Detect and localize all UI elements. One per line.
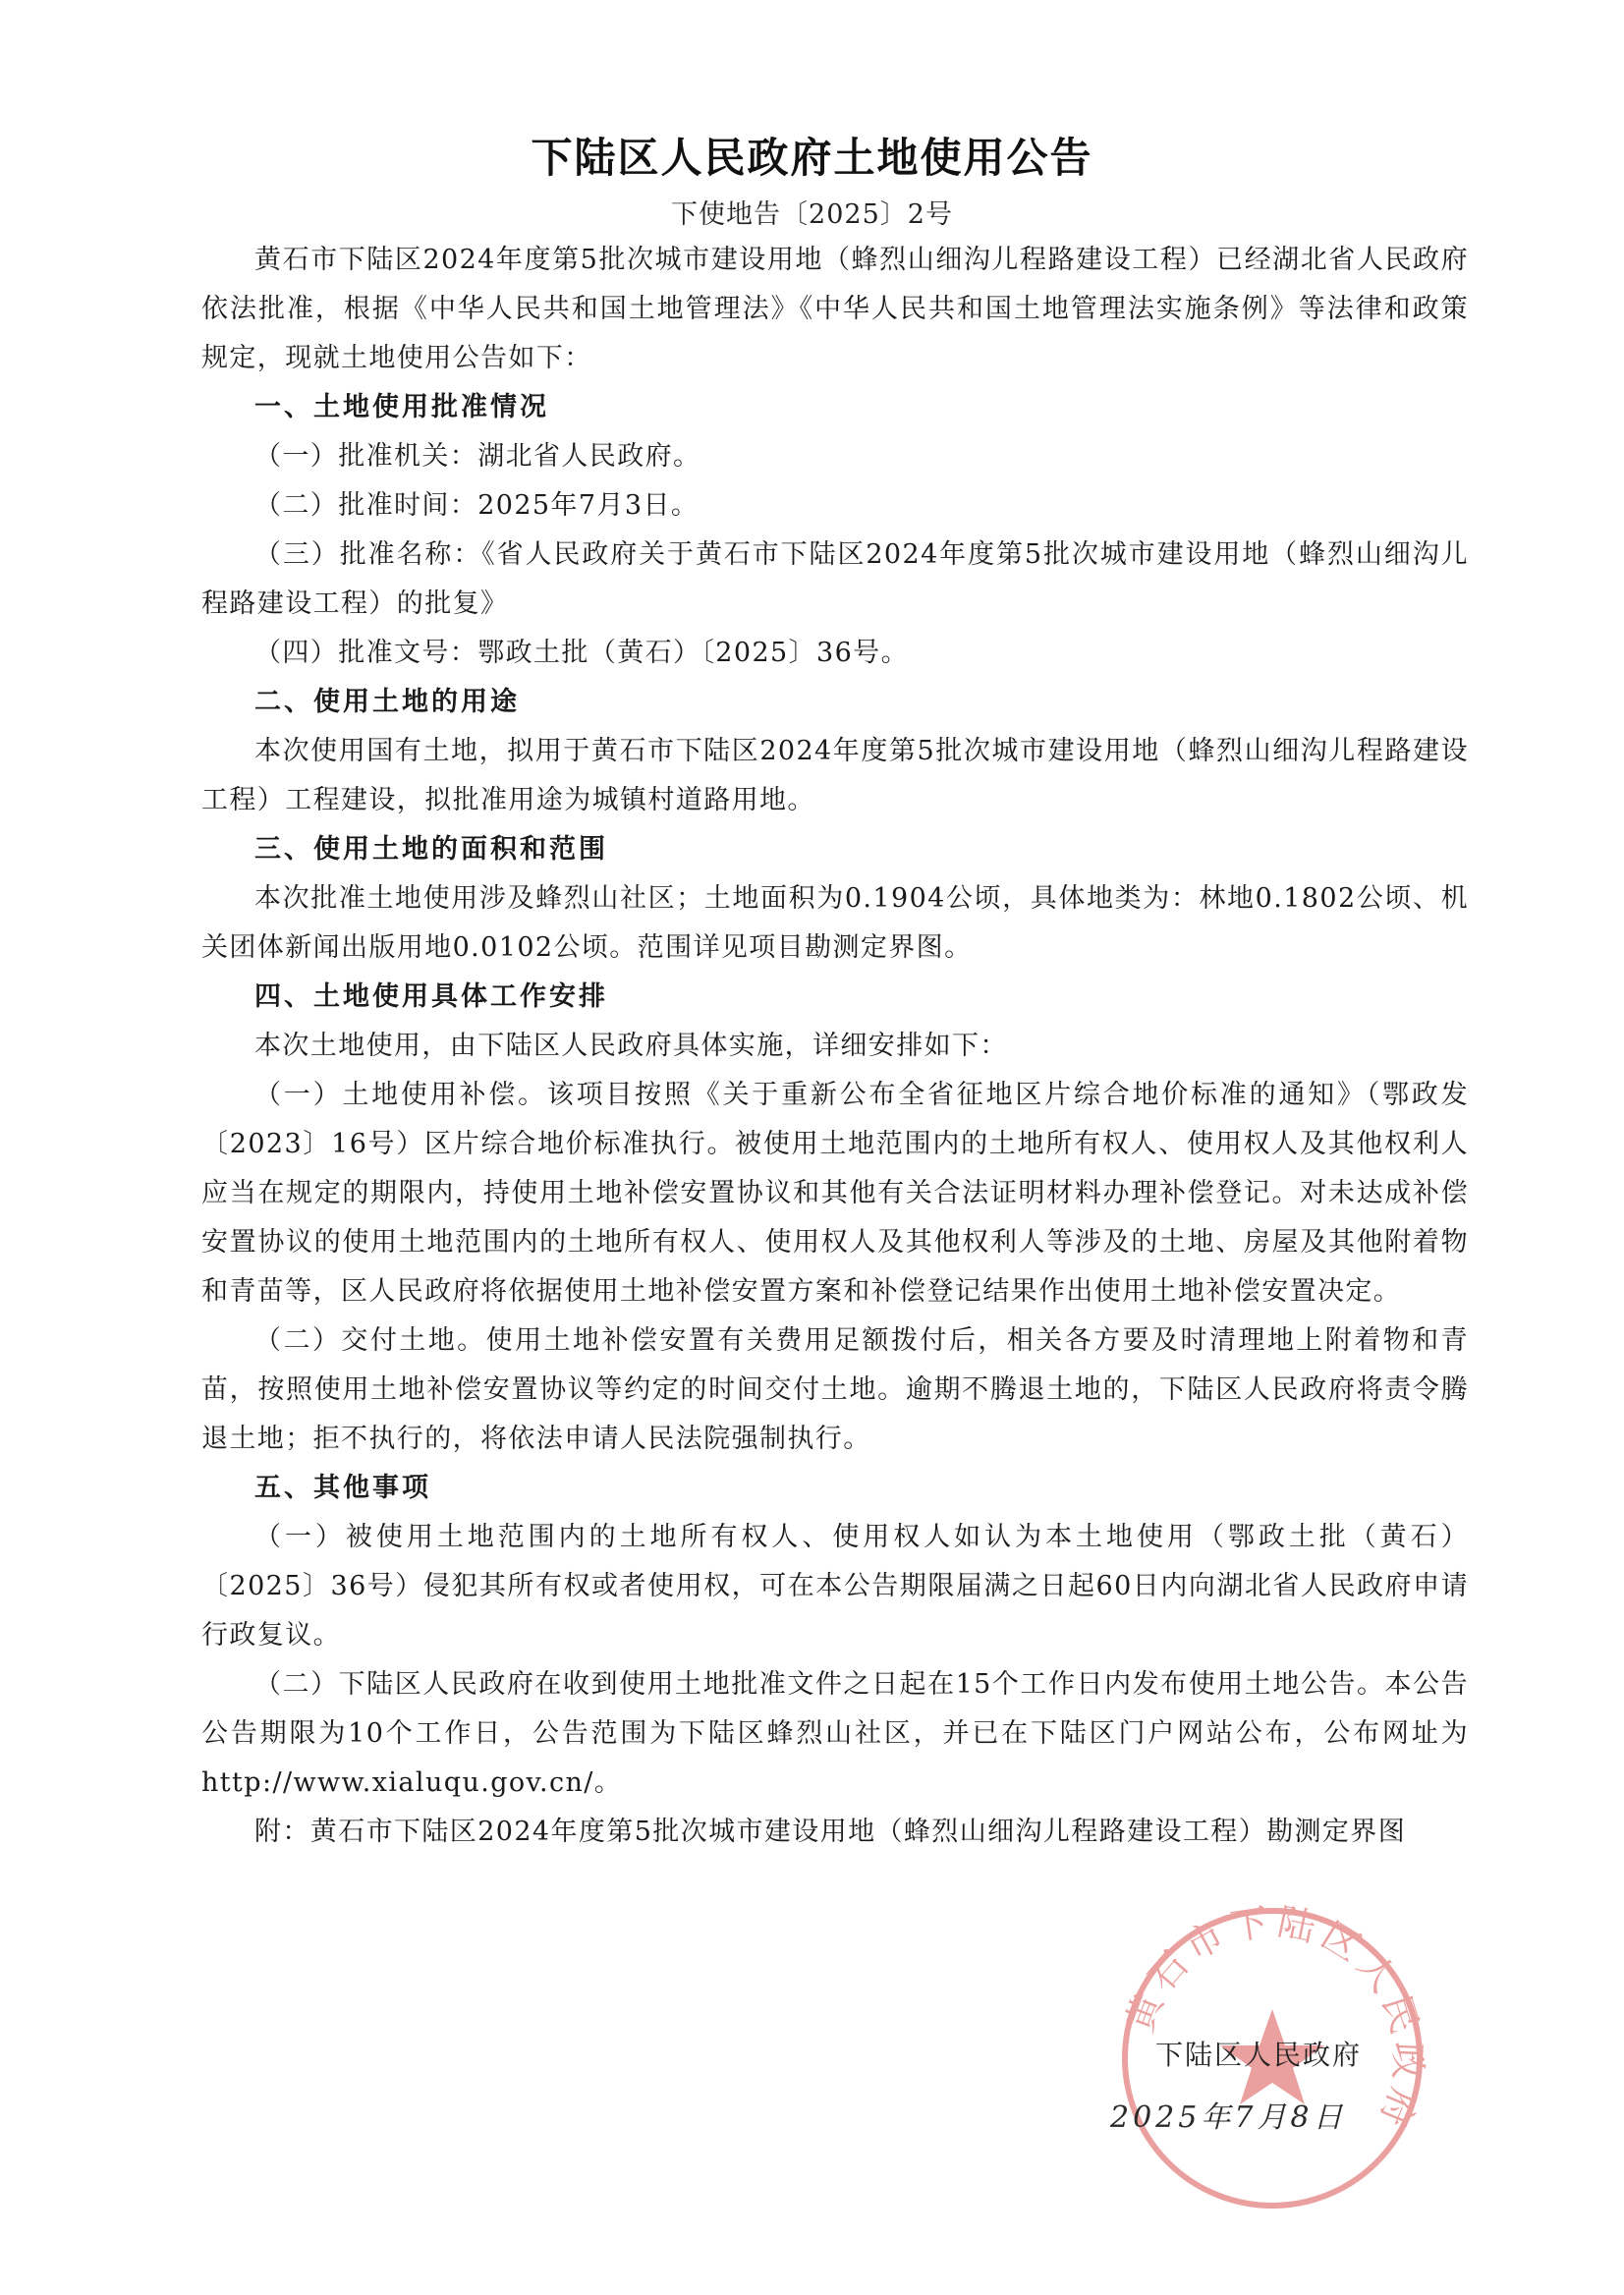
paragraph: 附：黄石市下陆区2024年度第5批次城市建设用地（蜂烈山细沟儿程路建设工程）勘测定界图 bbox=[254, 1817, 1407, 1847]
paragraph: 本次使用国有土地，拟用于黄石市下陆区2024年度第5批次城市建设用地（蜂烈山细沟儿程路建设工程）工程建设，拟批准用途为城镇村道路用地。 bbox=[201, 736, 1469, 815]
document-title: 下陆区人民政府土地使用公告 bbox=[531, 134, 1093, 182]
paragraph: （二）交付土地。使用土地补偿安置有关费用足额拨付后，相关各方要及时清理地上附着物和青苗，按照使用土地补偿安置协议等约定的时间交付土地。逾期不腾退土地的，下陆区人民政府将责令腾退土地；拒不执行的，将依法申请人民法院强制执行。 bbox=[201, 1325, 1469, 1454]
paragraph: （四）批准文号：鄂政土批（黄石）〔2025〕36号。 bbox=[254, 638, 909, 668]
paragraph: （二）下陆区人民政府在收到使用土地批准文件之日起在15个工作日内发布使用土地公告。本公告公告期限为10个工作日，公告范围为下陆区蜂烈山社区，并已在下陆区门户网站公布，公布网址为http://www.xialuqu.gov.cn/。 bbox=[201, 1669, 1469, 1798]
signature-date: 2025年7月8日 bbox=[1110, 2100, 1347, 2135]
paragraph: 本次土地使用，由下陆区人民政府具体实施，详细安排如下： bbox=[254, 1031, 1008, 1061]
issuer-name: 下陆区人民政府 bbox=[1155, 2039, 1363, 2071]
paragraph: （三）批准名称：《省人民政府关于黄石市下陆区2024年度第5批次城市建设用地（蜂烈山细沟儿程路建设工程）的批复》 bbox=[201, 539, 1469, 619]
section-heading: 三、使用土地的面积和范围 bbox=[254, 834, 608, 865]
paragraph: 本次批准土地使用涉及蜂烈山社区；土地面积为0.1904公顷，具体地类为：林地0.1802公顷、机关团体新闻出版用地0.0102公顷。范围详见项目勘测定界图。 bbox=[201, 883, 1469, 963]
section-heading: 二、使用土地的用途 bbox=[254, 687, 520, 717]
section-heading: 四、土地使用具体工作安排 bbox=[254, 981, 608, 1012]
section-heading: 五、其他事项 bbox=[254, 1473, 431, 1503]
paragraph: （一）批准机关：湖北省人民政府。 bbox=[254, 441, 701, 472]
section-heading: 一、土地使用批准情况 bbox=[254, 392, 549, 422]
document-number: 下使地告〔2025〕2号 bbox=[671, 199, 953, 230]
paragraph: 黄石市下陆区2024年度第5批次城市建设用地（蜂烈山细沟儿程路建设工程）已经湖北省人民政府依法批准，根据《中华人民共和国土地管理法》《中华人民共和国土地管理法实施条例》等法律和政策规定，现就土地使用公告如下： bbox=[201, 245, 1469, 373]
document-body bbox=[201, 236, 1469, 1857]
paragraph: （一）被使用土地范围内的土地所有权人、使用权人如认为本土地使用（鄂政土批（黄石）〔2025〕36号）侵犯其所有权或者使用权，可在本公告期限届满之日起60日内向湖北省人民政府申请行政复议。 bbox=[201, 1522, 1469, 1651]
seal-text: 黄石市下陆区人民政府 bbox=[1117, 1899, 1430, 2139]
paragraph: （二）批准时间：2025年7月3日。 bbox=[254, 490, 700, 521]
paragraph: （一）土地使用补偿。该项目按照《关于重新公布全省征地区片综合地价标准的通知》（鄂政发〔2023〕16号）区片综合地价标准执行。被使用土地范围内的土地所有权人、使用权人及其他权利人应当在规定的期限内，持使用土地补偿安置协议和其他有关合法证明材料办理补偿登记。对未达成补偿安置协议的使用土地范围内的土地所有权人、使用权人及其他权利人等涉及的土地、房屋及其他附着物和青苗等，区人民政府将依据使用土地补偿安置方案和补偿登记结果作出使用土地补偿安置决定。 bbox=[201, 1080, 1469, 1307]
